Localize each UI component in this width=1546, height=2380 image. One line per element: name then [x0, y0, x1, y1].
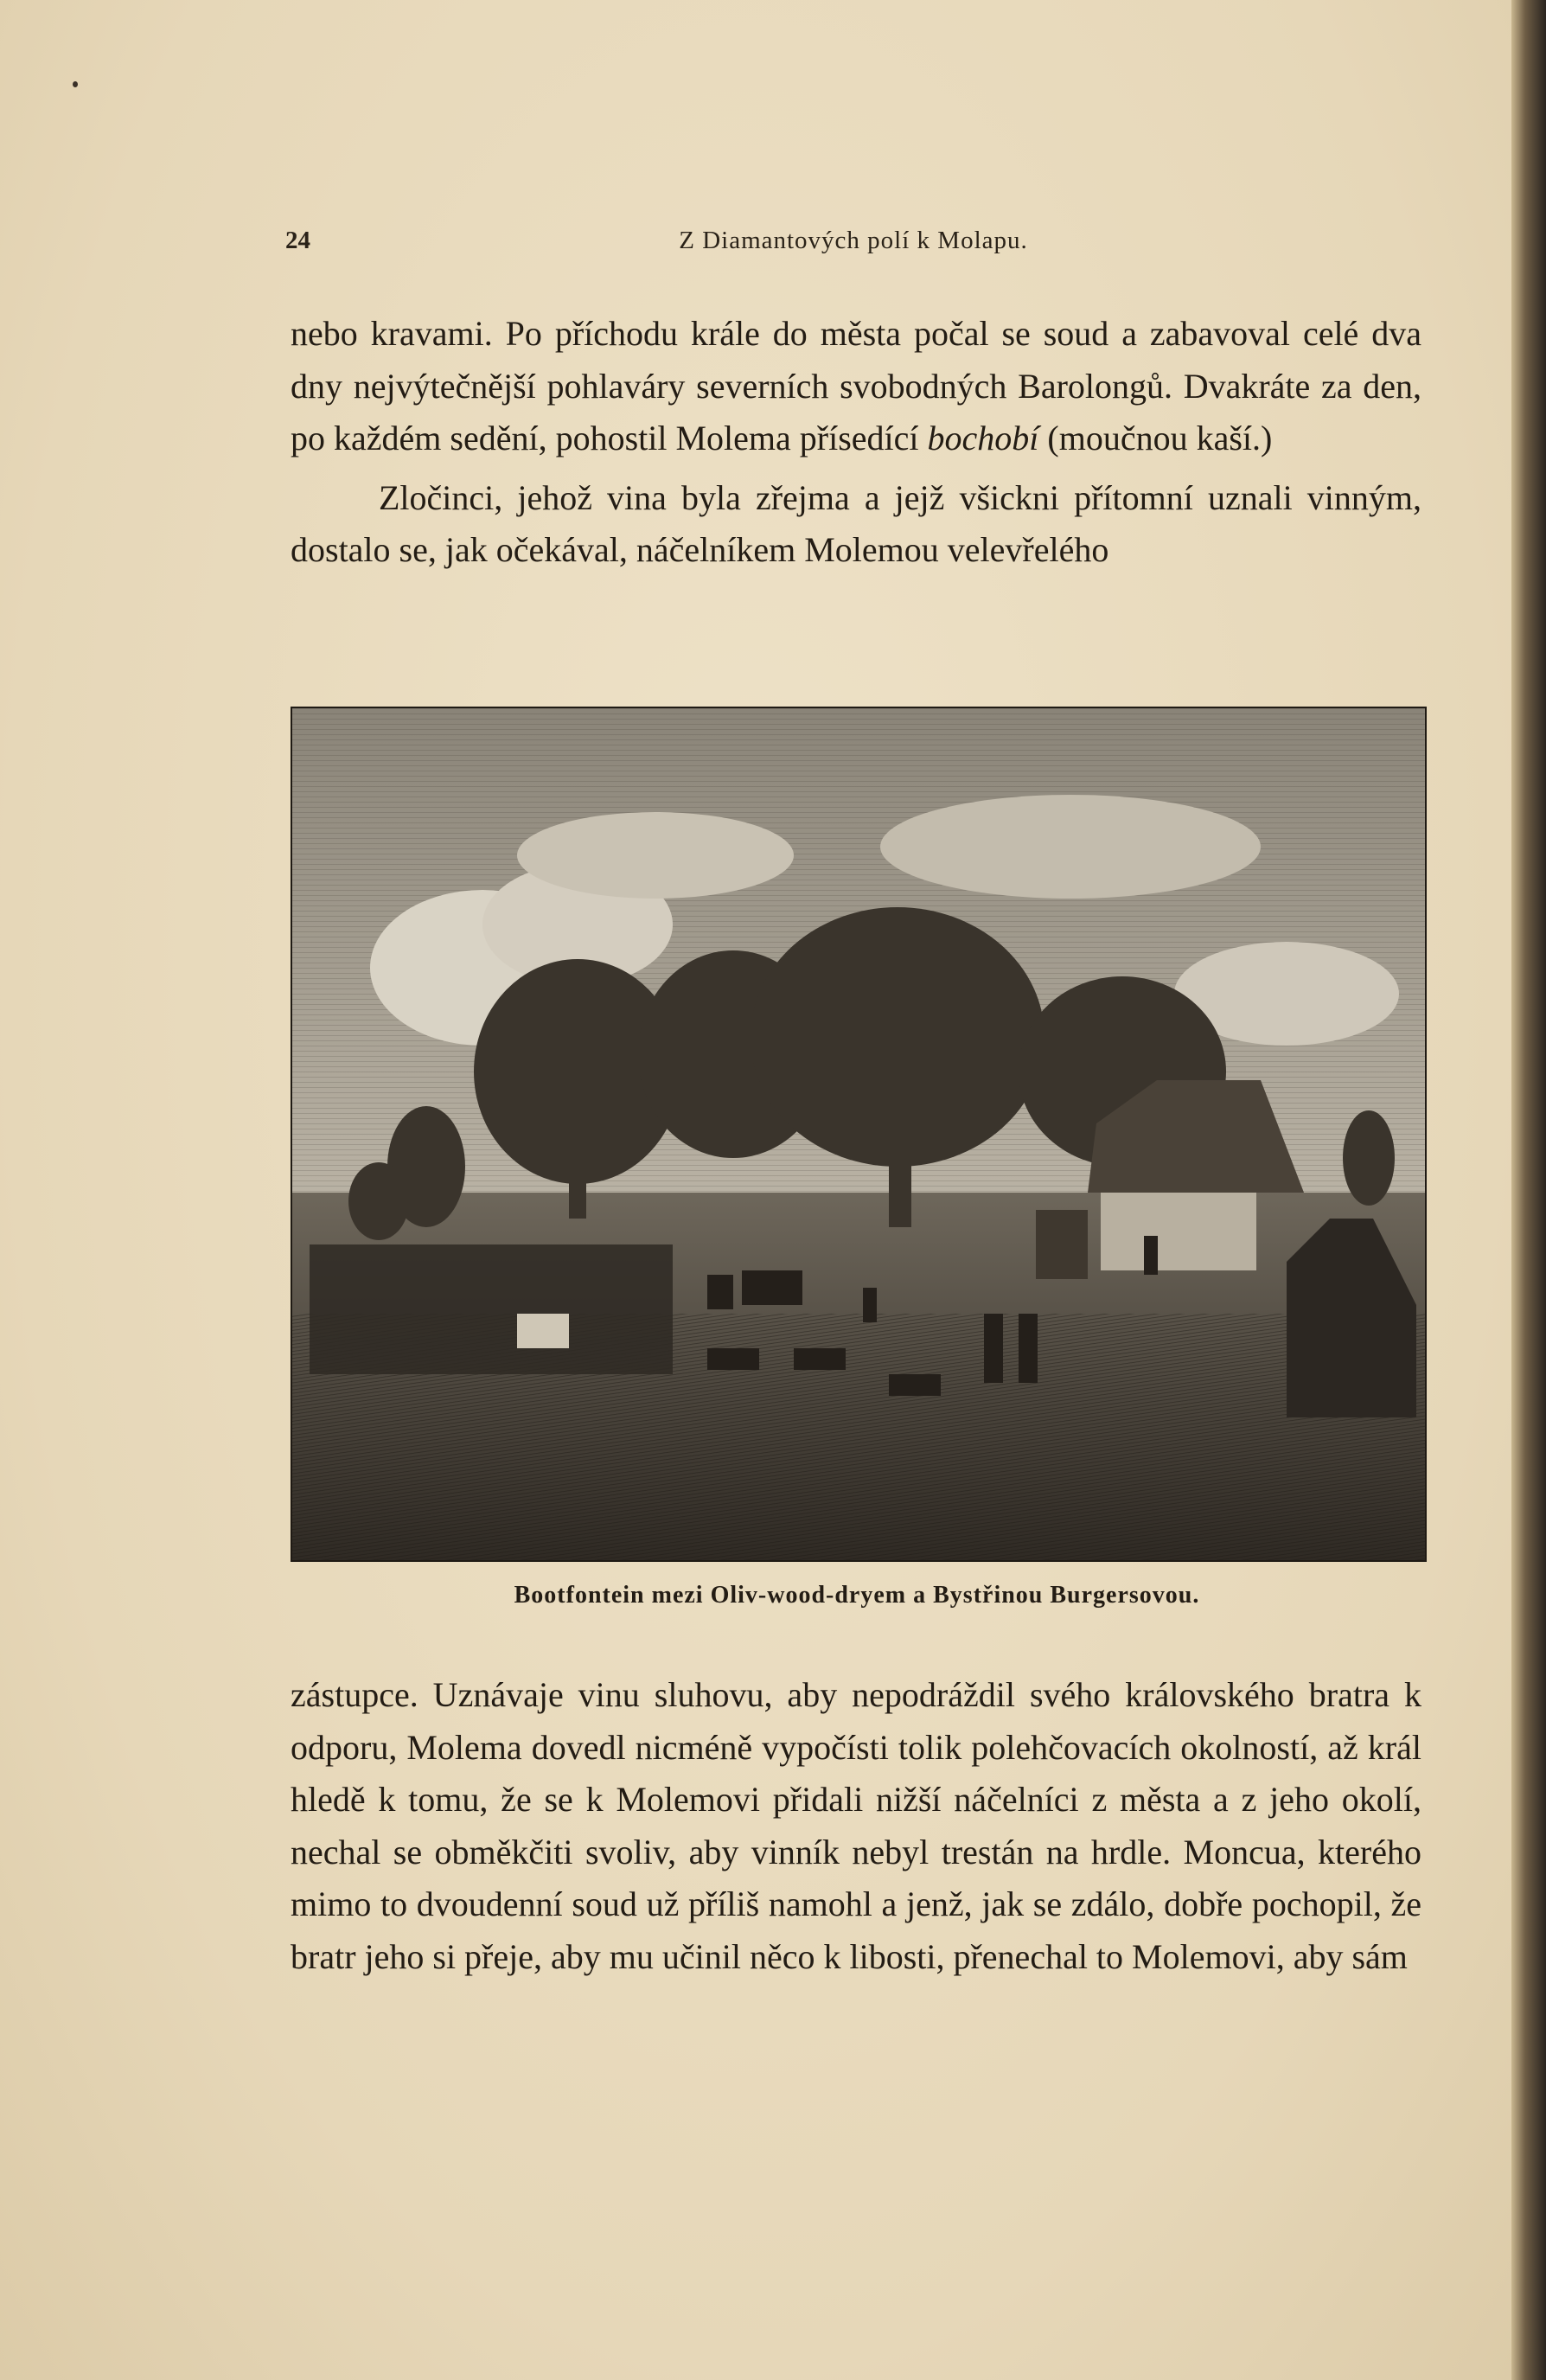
paragraph-3: zástupce. Uznávaje vinu sluhovu, aby nepodráždil svého královského bratra k odporu, Molema dovedl nicméně vypočísti tolik polehčovacích okolností, až král hledě k tomu, že se k Molemovi přidali nižší náčelníci z města a z jeho okolí, nechal se obměkčiti svoliv, aby vinník nebyl trestán na hrdle. Moncua, kterého mimo to dvoudenní soud už příliš namohl a jenž, jak se zdálo, dobře pochopil, že bratr jeho si přeje, aby mu učinil něco k libosti, přenechal to Molemovi, aby sám	[291, 1675, 1421, 1976]
page-number: 24	[285, 227, 310, 254]
paragraph-1-text: nebo kravami. Po příchodu krále do města počal se soud a zabavoval celé dva dny nejvýtečnější pohlaváry severních svobodných Barolongů. Dvakráte za den, po každém sedění, pohostil Molema přísedící	[291, 314, 1421, 457]
figure-caption: Bootfontein mezi Oliv-wood-dryem a Bystřinou Burgersovou.	[514, 1582, 1200, 1609]
text-block-top	[291, 308, 1421, 577]
landscape-engraving	[292, 708, 1425, 1560]
engraving-illustration	[291, 707, 1427, 1562]
paragraph-1-end: (moučnou kaší.)	[1038, 419, 1273, 457]
page-header	[285, 227, 1421, 261]
book-spine-shadow	[1511, 0, 1546, 2380]
paragraph-1	[291, 308, 1421, 465]
paragraph-2: Zločinci, jehož vina byla zřejma a jejž všickni přítomní uznali vinným, dostalo se, jak očekával, náčelníkem Molemou velevřelého	[291, 477, 1421, 569]
text-block-bottom	[291, 1669, 1421, 1983]
ink-speck	[73, 81, 78, 87]
italic-term: bochobí	[927, 419, 1039, 457]
running-head: Z Diamantových polí k Molapu.	[679, 227, 1028, 254]
